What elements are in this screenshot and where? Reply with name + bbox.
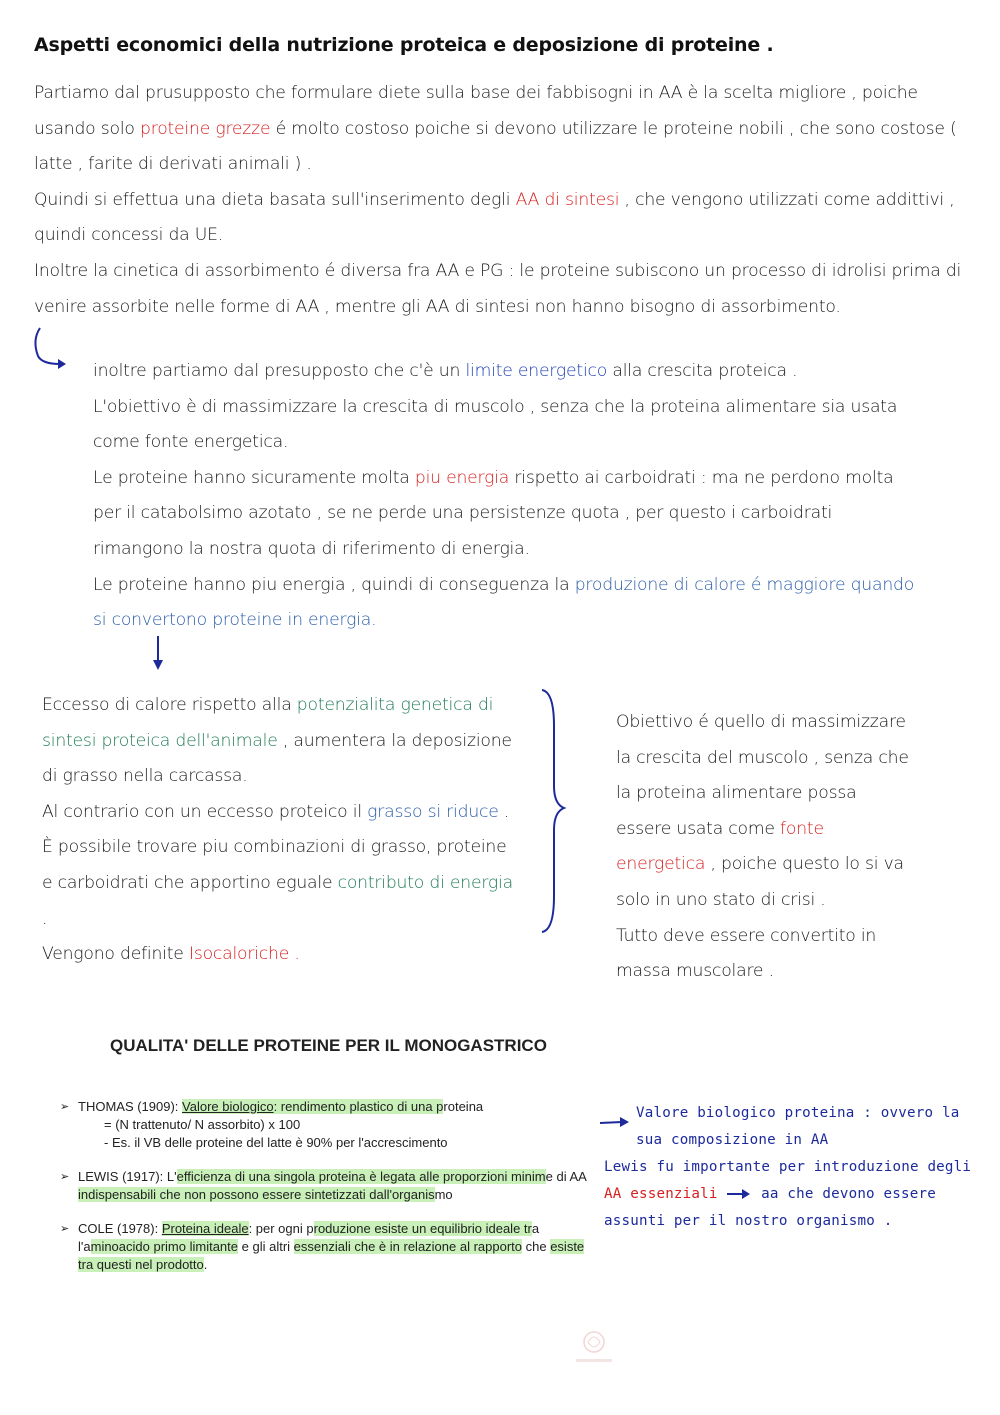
bullet-arrow-icon: ➢ bbox=[60, 1101, 70, 1113]
slide-item-lewis bbox=[60, 1168, 600, 1204]
note-red: AA essenziali bbox=[604, 1186, 718, 1202]
slide-highlight: Proteina ideale bbox=[161, 1221, 249, 1236]
slide-text: e gli altri bbox=[238, 1239, 294, 1254]
right-text: Tutto deve essere convertito in massa muscolare . bbox=[616, 925, 877, 982]
slide-item-thomas bbox=[60, 1098, 600, 1152]
right-arrow-icon bbox=[726, 1188, 752, 1200]
slide-text: LEWIS (1917): L' bbox=[78, 1169, 177, 1184]
handwritten-notes bbox=[604, 1100, 994, 1235]
left-text: . bbox=[42, 908, 48, 929]
indent-text: Le proteine hanno sicuramente molta bbox=[93, 467, 415, 488]
slide-text: THOMAS (1909): bbox=[78, 1099, 183, 1114]
highlight-blue: limite energetico bbox=[465, 361, 608, 381]
left-text: . bbox=[498, 801, 510, 822]
indent-text: inoltre partiamo dal presupposto che c'è un bbox=[93, 361, 466, 381]
slide-title: QUALITA' DELLE PROTEINE PER IL MONOGASTRICO bbox=[110, 1036, 547, 1055]
watermark-logo-icon bbox=[568, 1328, 620, 1368]
slide-highlight: essenziali che è in relazione al rapporto bbox=[293, 1239, 523, 1254]
slide-highlight: Valore biologico bbox=[182, 1099, 274, 1114]
bullet-arrow-icon: ➢ bbox=[60, 1223, 70, 1235]
slide-text: che bbox=[522, 1239, 551, 1254]
bullet-arrow-icon: ➢ bbox=[60, 1171, 70, 1183]
indent-text: rispetto ai carboidrati : ma ne perdono molta per il catabolsimo azotato , se ne perde una persistenze quota , per questo i carboidrati rimangono la nostra quota di riferimento di energia. bbox=[93, 467, 894, 559]
note-line: Valore biologico proteina : ovvero la sua composizione in AA bbox=[636, 1105, 960, 1148]
slide-text: . bbox=[203, 1257, 208, 1272]
slide-formula: = (N trattenuto/ N assorbito) x 100 bbox=[104, 1117, 301, 1132]
intro-text: Inoltre la cinetica di assorbimento é diversa fra AA e PG : le proteine subiscono un processo di idrolisi prima di venire assorbite nelle forme di AA , mentre gli AA di sintesi non hanno bisogno di assorbimento. bbox=[34, 260, 962, 317]
highlight-red: Isocaloriche . bbox=[188, 944, 300, 965]
highlight-blue: produzione di calore é maggiore quando si convertono proteine in energia. bbox=[93, 574, 915, 631]
slide-highlight: indispensabili che non possono essere sintetizzati dall'organis bbox=[78, 1187, 435, 1202]
down-arrow-icon bbox=[148, 634, 168, 674]
highlight-red: piu energia bbox=[414, 467, 510, 488]
slide-text: a l'a bbox=[78, 1221, 540, 1254]
indent-text: L'obiettivo è di massimizzare la crescita di muscolo , senza che la proteina alimentare sia usata come fonte energetica. bbox=[93, 396, 898, 453]
slide-highlight: : rendimento plastico di una p bbox=[273, 1099, 444, 1114]
slide-highlight: esiste tra questi nel prodotto bbox=[78, 1239, 585, 1272]
highlight-green: potenzialita genetica di sintesi proteica dell'animale bbox=[42, 695, 494, 751]
slide-text: mo bbox=[434, 1187, 453, 1202]
right-text: , poiche questo lo si va solo in uno stato di crisi . bbox=[616, 854, 904, 910]
slide-text: e di AA bbox=[545, 1169, 587, 1184]
highlight-red: fonte energetica bbox=[616, 818, 824, 875]
left-text: Vengono definite bbox=[42, 944, 189, 965]
intro-paragraph bbox=[34, 76, 964, 325]
page-title: Aspetti economici della nutrizione proteica e deposizione di proteine . bbox=[34, 34, 774, 56]
curly-brace-icon bbox=[536, 686, 570, 936]
slide-text: COLE (1978): bbox=[78, 1221, 162, 1236]
slide-example: - Es. il VB delle proteine del latte è 90% per l'accrescimento bbox=[104, 1135, 448, 1150]
note-text: aa che devono essere assunti per il nostro organismo . bbox=[604, 1186, 936, 1229]
indent-block bbox=[93, 354, 923, 639]
slide-highlight: minoacido primo limitante bbox=[90, 1239, 239, 1254]
left-text: È possibile trovare piu combinazioni di grasso, proteine e carboidrati che apportino eguale bbox=[42, 837, 507, 893]
indent-text: Le proteine hanno piu energia , quindi di conseguenza la bbox=[93, 574, 575, 595]
left-column bbox=[42, 688, 522, 973]
intro-text: Partiamo dal prusupposto che formulare diete sulla base dei fabbisogni in AA è la scelta migliore , poiche usando solo bbox=[34, 83, 918, 139]
hook-arrow-icon bbox=[30, 326, 72, 374]
intro-text: é molto costoso poiche si devono utilizzare le proteine nobili , che sono costose ( latte , farite di derivati animali ) . bbox=[34, 118, 957, 175]
slide-text: : per ogni p bbox=[248, 1221, 314, 1236]
left-text: Al contrario con un eccesso proteico il bbox=[42, 801, 368, 822]
highlight-green: contributo di energia bbox=[337, 872, 513, 893]
slide-highlight: roduzione esiste un equilibrio ideale tr bbox=[313, 1221, 532, 1236]
highlight-red: AA di sintesi bbox=[515, 189, 620, 210]
right-column bbox=[616, 705, 916, 990]
highlight-red: proteine grezze bbox=[140, 118, 271, 139]
note-line: Lewis fu importante per introduzione degli bbox=[604, 1159, 972, 1175]
left-text: , aumentera la deposizione di grasso nella carcassa. bbox=[42, 730, 512, 787]
intro-text: Quindi si effettua una dieta basata sull'inserimento degli bbox=[34, 189, 516, 210]
slide-content bbox=[60, 1098, 600, 1286]
slide-text: roteina bbox=[443, 1099, 484, 1114]
indent-text: alla crescita proteica . bbox=[607, 361, 798, 381]
intro-text: , che vengono utilizzati come addittivi , quindi concessi da UE. bbox=[34, 189, 955, 246]
left-text: Eccesso di calore rispetto alla bbox=[42, 695, 297, 715]
highlight-blue: grasso si riduce bbox=[367, 801, 499, 822]
right-text: Obiettivo é quello di massimizzare la crescita del muscolo , senza che la proteina alimentare possa essere usata come bbox=[616, 712, 909, 839]
slide-item-cole bbox=[60, 1220, 600, 1274]
slide-highlight: efficienza di una singola proteina è legata alle proporzioni minim bbox=[176, 1169, 546, 1184]
note-line bbox=[604, 1181, 994, 1235]
